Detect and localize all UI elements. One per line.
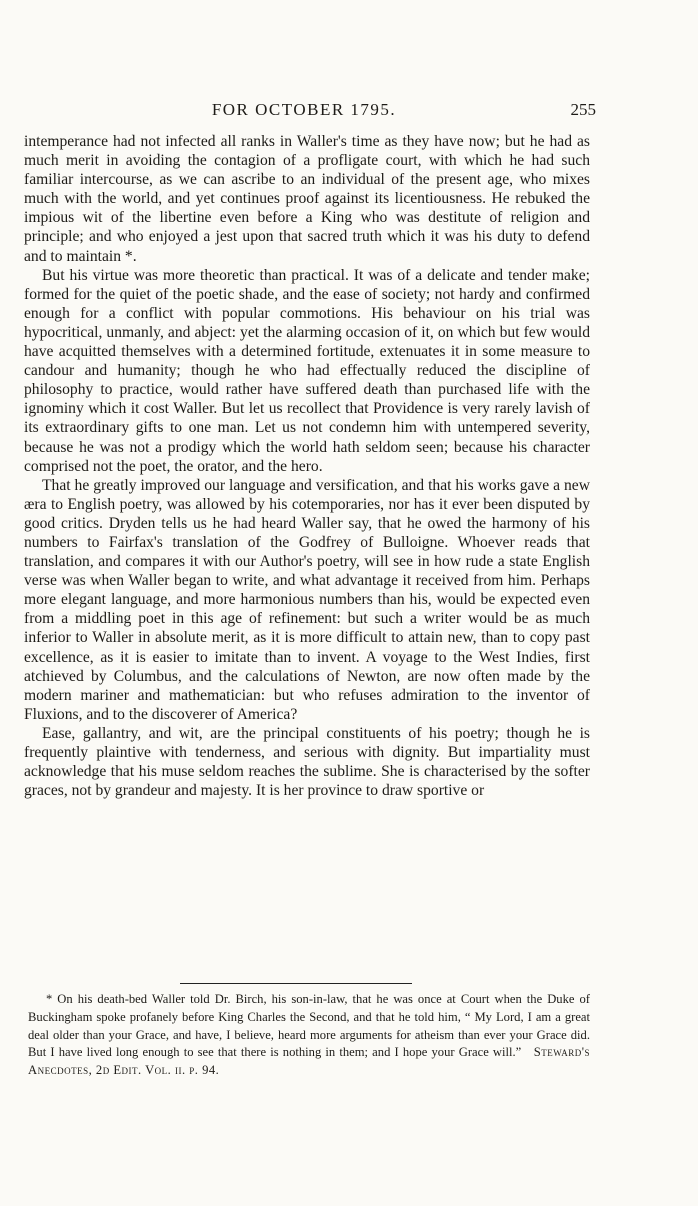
footnote-divider bbox=[180, 983, 412, 984]
paragraph: intemperance had not infected all ranks in Waller's time as they have now; but he had as much merit in avoiding the contagion of a profligate court, with which he had such familiar intercourse, as we can ascribe to an individual of the present age, who mixes much with the world, and yet continues proof against its licentiousness. He rebuked the impious wit of the libertine even before a King who was destitute of religion and principle; and who enjoyed a jest upon that sacred truth which it was his duty to defend and to maintain *. bbox=[24, 133, 590, 265]
page-number: 255 bbox=[570, 100, 596, 119]
footnote bbox=[28, 991, 590, 1080]
paragraph: That he greatly improved our language and versification, and that his works gave a new æra to English poetry, was allowed by his cotemporaries, nor has it ever been disputed by good critics. Dryden tells us he had heard Waller say, that he owed the harmony of his numbers to Fairfax's translation of the Godfrey of Bulloigne. Whoever reads that translation, and compares it with our Author's poetry, will see in how rude a state English verse was when Waller began to write, and what advantage it received from him. Perhaps more elegant language, and more harmonious numbers than his, would be expected even from a middling poet in this age of refinement: but such a writer would be as much inferior to Waller in absolute merit, as it is more difficult to attain new, than to copy past excellence, as it is easier to imitate than to invent. A voyage to the West Indies, first atchieved by Columbus, and the calculations of Newton, are now often made by the modern mariner and mathematician: but who refuses admiration to the inventor of Fluxions, and to the discoverer of America? bbox=[24, 476, 590, 723]
footnote-text: * On his death-bed Waller told Dr. Birch, his son-in-law, that he was once at Court when the Duke of Buckingham spoke profanely before King Charles the Second, and that he told him, “ My Lord, I am a great deal older than your Grace, and have, I believe, heard more arguments for atheism than ever your Grace did. But I have lived long enough to see that there is nothing in them; and I hope your Grace will.” bbox=[28, 992, 590, 1060]
paragraph: Ease, gallantry, and wit, are the principal constituents of his poetry; though he is frequently plaintive with tenderness, and serious with dignity. But impartiality must acknowledge that his muse seldom reaches the sublime. She is characterised by the softer graces, not by grandeur and majesty. It is her province to draw sportive or bbox=[24, 724, 590, 800]
running-title: FOR OCTOBER 1795. bbox=[211, 100, 397, 119]
footnote-citation: Steward's Anecdotes, 2d Edit. Vol. ii. p. 94. bbox=[28, 1045, 590, 1078]
running-header bbox=[24, 95, 596, 125]
paragraph: But his virtue was more theoretic than practical. It was of a delicate and tender make; formed for the quiet of the poetic shade, and the ease of society; not hardy and confirmed enough for a conflict with popular commotions. His behaviour on his trial was hypocritical, unmanly, and abject: yet the alarming occasion of it, on which but few would have acquitted themselves with a determined fortitude, extenuates it in some measure to candour and humanity; though he who had effectually reduced the discipline of philosophy to practice, would rather have suffered death than purchased life with the ignominy which it cost Waller. But let us recollect that Providence is very rarely lavish of its extraordinary gifts to one man. Let us not condemn him with untempered severity, because he was not a prodigy which the world hath seldom seen; because his character comprised not the poet, the orator, and the hero. bbox=[24, 266, 590, 475]
main-text bbox=[24, 132, 590, 800]
footnote-paragraph bbox=[28, 991, 590, 1080]
